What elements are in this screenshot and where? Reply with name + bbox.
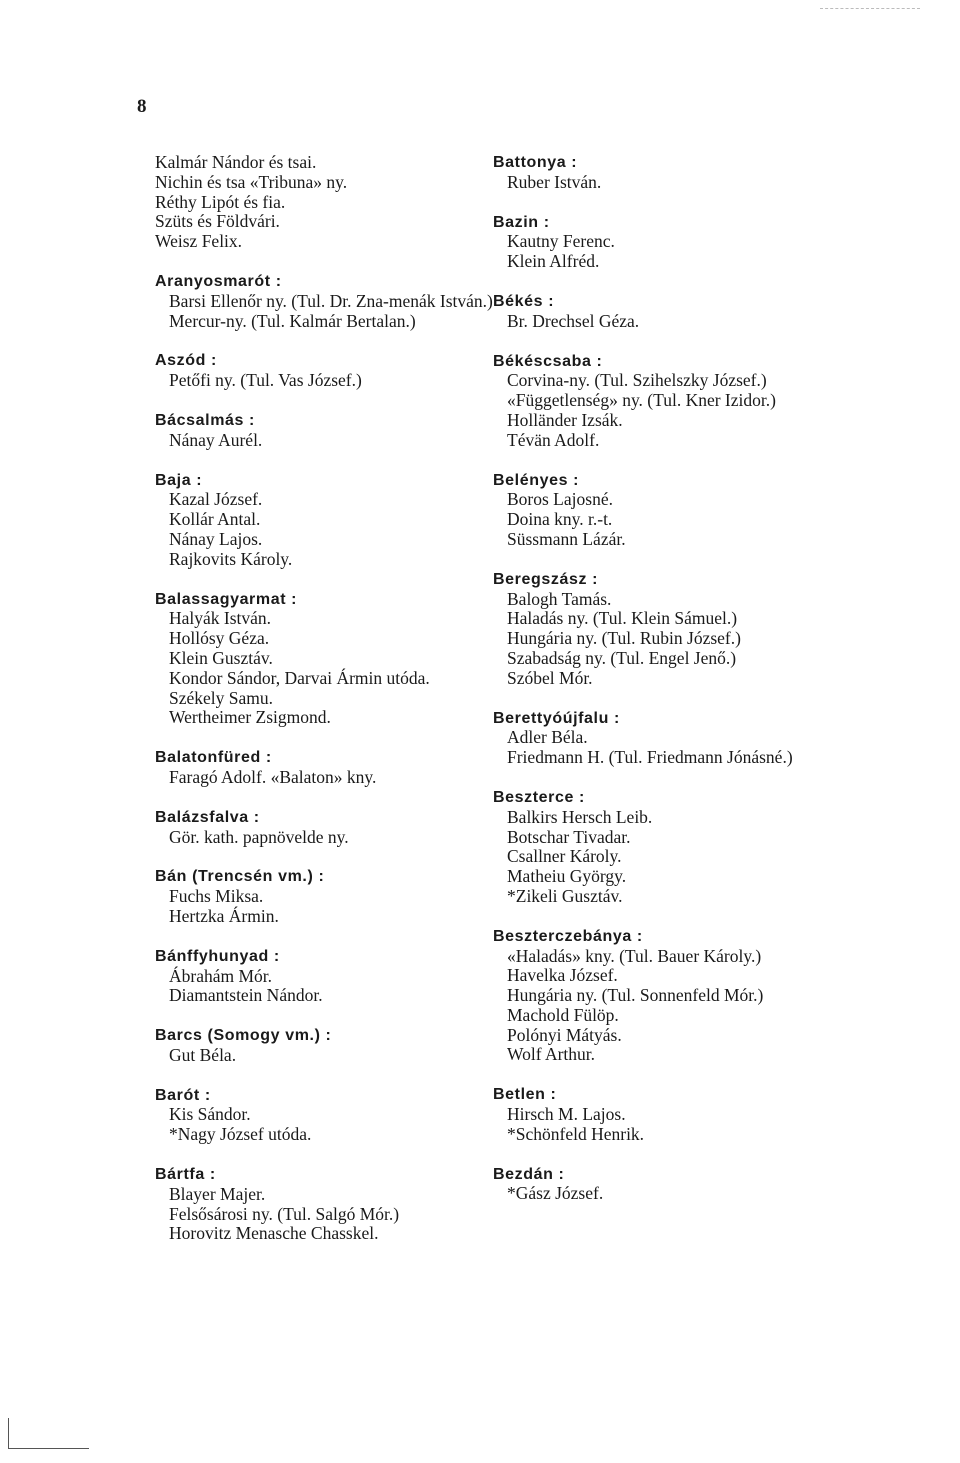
town-heading: Beszterce :	[493, 788, 585, 806]
printer-entry: Barsi Ellenőr ny. (Tul. Dr. Zna-menák István.)	[169, 290, 493, 311]
town-heading: Békéscsaba :	[493, 352, 603, 370]
directory-section	[155, 1086, 495, 1145]
printer-entry: «Haladás» kny. (Tul. Bauer Károly.)	[507, 945, 762, 966]
printer-entry: Mercur-ny. (Tul. Kalmár Bertalan.)	[169, 310, 416, 331]
directory-section	[493, 471, 833, 550]
town-heading: Belényes :	[493, 471, 580, 489]
printer-entry: Botschar Tivadar.	[507, 826, 631, 847]
directory-section	[493, 292, 833, 332]
printer-entry: Corvina-ny. (Tul. Szihelszky József.)	[507, 370, 767, 391]
printer-entry: Ábrahám Mór.	[169, 965, 273, 986]
directory-section	[155, 867, 495, 926]
printer-entry: Matheiu György.	[507, 866, 627, 887]
town-heading: Baja :	[155, 471, 203, 489]
left-column	[155, 153, 495, 1264]
printer-entry: Gut Béla.	[169, 1044, 237, 1065]
directory-section	[155, 947, 495, 1006]
printer-entry: Kollár Antal.	[169, 509, 261, 530]
printer-entry: Hertzka Ármin.	[169, 905, 279, 926]
printer-entry: Br. Drechsel Géza.	[507, 310, 640, 331]
printer-entry: Fuchs Miksa.	[169, 886, 264, 907]
town-heading: Balatonfüred :	[155, 749, 272, 767]
printer-entry: Wertheimer Zsigmond.	[169, 707, 331, 728]
printer-entry: Kis Sándor.	[169, 1104, 251, 1125]
town-heading: Aszód :	[155, 352, 217, 370]
scan-edge-mark	[8, 1418, 89, 1449]
printer-entry: Horovitz Menasche Chasskel.	[169, 1223, 379, 1244]
printer-entry: Haladás ny. (Tul. Klein Sámuel.)	[507, 608, 738, 629]
town-heading: Bán (Trencsén vm.) :	[155, 868, 325, 886]
printer-entry: Hirsch M. Lajos.	[507, 1104, 626, 1125]
printer-entry: Balkirs Hersch Leib.	[507, 806, 653, 827]
directory-section	[155, 471, 495, 570]
printer-entry: Doina kny. r.-t.	[507, 509, 613, 530]
printer-entry: Gör. kath. papnövelde ny.	[169, 826, 349, 847]
town-heading: Bártfa :	[155, 1166, 216, 1184]
printer-entry: Havelka József.	[507, 965, 618, 986]
printer-entry: Székely Samu.	[169, 687, 274, 708]
town-heading: Bánffyhunyad :	[155, 947, 280, 965]
printer-entry: Diamantstein Nándor.	[169, 985, 323, 1006]
directory-section	[493, 709, 833, 768]
town-heading: Balassagyarmat :	[155, 590, 298, 608]
directory-section	[155, 590, 495, 729]
printer-entry: Machold Fülöp.	[507, 1004, 619, 1025]
printer-entry: *Nagy József utóda.	[169, 1124, 312, 1145]
printer-entry: Halyák István.	[169, 608, 272, 629]
printer-entry: Kondor Sándor, Darvai Ármin utóda.	[169, 667, 430, 688]
town-heading: Békés :	[493, 292, 555, 310]
town-heading: Barcs (Somogy vm.) :	[155, 1027, 332, 1045]
printer-entry: «Függetlenség» ny. (Tul. Kner Izidor.)	[507, 390, 776, 411]
directory-section	[493, 352, 833, 451]
printer-entry: Blayer Majer.	[169, 1183, 266, 1204]
printer-entry: Szüts és Földvári.	[155, 211, 280, 232]
printer-entry: Friedmann H. (Tul. Friedmann Jónásné.)	[507, 747, 793, 768]
town-heading: Bezdán :	[493, 1165, 565, 1183]
printer-entry: Süssmann Lázár.	[507, 528, 626, 549]
printer-entry: Holländer Izsák.	[507, 409, 623, 430]
printer-entry: Nánay Lajos.	[169, 528, 263, 549]
right-column	[493, 153, 833, 1224]
printer-entry: *Schönfeld Henrik.	[507, 1123, 645, 1144]
printer-entry: Rajkovits Károly.	[169, 548, 293, 569]
printer-entry: Polónyi Mátyás.	[507, 1024, 622, 1045]
directory-section	[155, 411, 495, 451]
town-heading: Bácsalmás :	[155, 411, 255, 429]
scan-edge-dash	[820, 8, 920, 9]
directory-section	[493, 788, 833, 907]
printer-entry: Ruber István.	[507, 171, 602, 192]
town-heading: Beregszász :	[493, 570, 599, 588]
printer-entry: Hungária ny. (Tul. Sonnenfeld Mór.)	[507, 985, 764, 1006]
printer-entry: Balogh Tamás.	[507, 588, 612, 609]
directory-section	[493, 153, 833, 193]
printer-entry: Nánay Aurél.	[169, 429, 263, 450]
town-heading: Balázsfalva :	[155, 808, 260, 826]
printer-entry: *Zikeli Gusztáv.	[507, 885, 623, 906]
printer-entry: Szóbel Mór.	[507, 667, 593, 688]
directory-section	[155, 1026, 495, 1066]
directory-section	[155, 272, 495, 331]
printer-entry: Hollósy Géza.	[169, 628, 270, 649]
town-heading: Berettyóújfalu :	[493, 709, 620, 727]
directory-section	[155, 1165, 495, 1244]
town-heading: Betlen :	[493, 1086, 557, 1104]
printer-entry: Kautny Ferenc.	[507, 231, 615, 252]
printer-entry: Csallner Károly.	[507, 846, 622, 867]
town-heading: Bazin :	[493, 213, 550, 231]
directory-section	[493, 927, 833, 1066]
printer-entry: Faragó Adolf. «Balaton» kny.	[169, 766, 377, 787]
printer-entry: Wolf Arthur.	[507, 1044, 596, 1065]
printer-entry: Hungária ny. (Tul. Rubin József.)	[507, 628, 741, 649]
directory-section	[493, 1085, 833, 1144]
printer-entry: Weisz Felix.	[155, 231, 243, 252]
directory-section	[155, 808, 495, 848]
town-heading: Barót :	[155, 1086, 211, 1104]
printer-entry: Kalmár Nándor és tsai.	[155, 152, 317, 172]
printer-entry: Adler Béla.	[507, 727, 588, 748]
town-heading: Battonya :	[493, 154, 578, 171]
directory-section	[493, 570, 833, 689]
town-heading: Beszterczebánya :	[493, 927, 643, 945]
printer-entry: Kazal József.	[169, 489, 263, 510]
directory-section	[493, 1165, 833, 1205]
page-number: 8	[137, 96, 147, 117]
printer-entry: *Gász József.	[507, 1183, 604, 1204]
printer-entry: Boros Lajosné.	[507, 489, 613, 510]
printer-entry: Tévän Adolf.	[507, 429, 600, 450]
printer-entry: Felsősárosi ny. (Tul. Salgó Mór.)	[169, 1203, 400, 1224]
printer-entry: Klein Alfréd.	[507, 251, 600, 272]
printer-entry: Klein Gusztáv.	[169, 647, 273, 668]
printer-entry: Szabadság ny. (Tul. Engel Jenő.)	[507, 647, 737, 668]
town-heading: Aranyosmarót :	[155, 272, 282, 290]
directory-section	[155, 153, 495, 252]
directory-section	[155, 748, 495, 788]
printer-entry: Nichin és tsa «Tribuna» ny.	[155, 171, 348, 192]
directory-section	[493, 213, 833, 272]
printer-entry: Petőfi ny. (Tul. Vas József.)	[169, 370, 362, 391]
printer-entry: Réthy Lipót és fia.	[155, 191, 286, 212]
directory-section	[155, 351, 495, 391]
